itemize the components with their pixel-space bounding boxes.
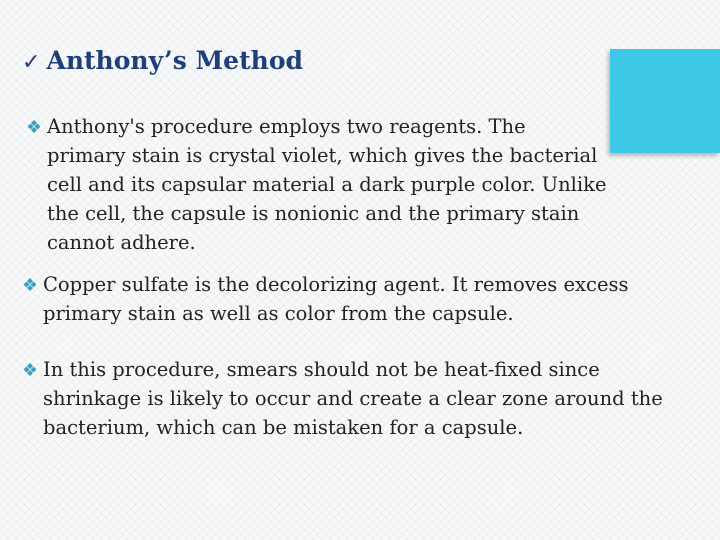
bullet-text: In this procedure, smears should not be heat-fixed since shrinkage is likely to occur and create a clear zone around the bacterium, which can be mistaken for a capsule. <box>43 358 663 439</box>
accent-box <box>610 49 720 153</box>
diamond-bullet-icon <box>25 112 43 141</box>
check-icon: ✓ <box>22 50 41 75</box>
slide-title-text: Anthony’s Method <box>46 46 303 75</box>
bullet-text: Copper sulfate is the decolorizing agent. It removes excess primary stain as well as color from the capsule. <box>43 273 629 325</box>
bullet-item-3 <box>43 355 703 442</box>
diamond-bullet-icon <box>21 270 39 299</box>
bullet-item-1 <box>47 112 607 257</box>
diamond-bullet-icon <box>21 355 39 384</box>
bullet-item-2 <box>43 270 683 328</box>
bullet-text: Anthony's procedure employs two reagents. The primary stain is crystal violet, which gives the bacterial cell and its capsular material a dark purple color. Unlike the cell, the capsule is nonionic and the primary stain cannot adhere. <box>47 115 607 254</box>
slide-title <box>22 46 303 75</box>
